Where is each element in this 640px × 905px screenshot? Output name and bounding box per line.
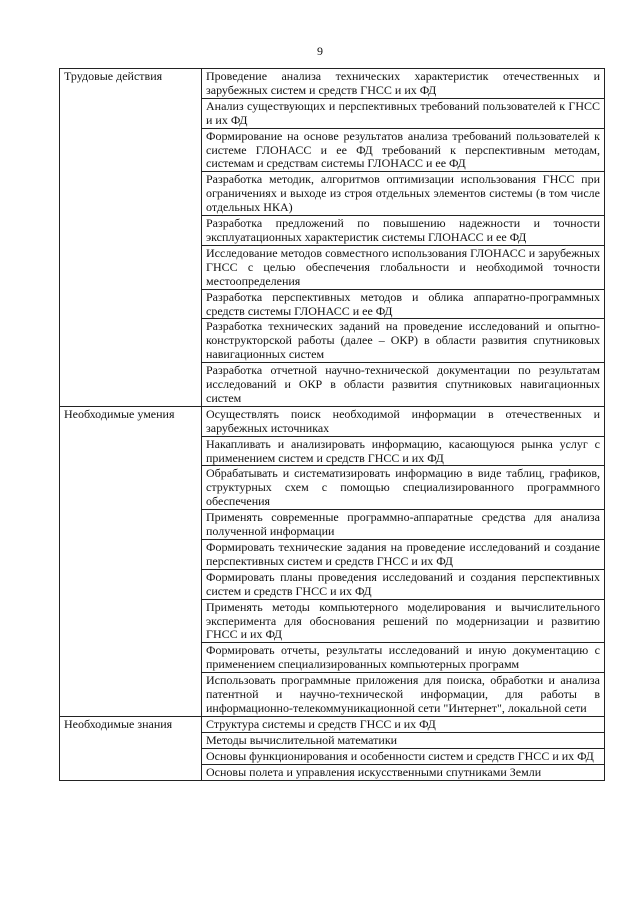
section-item: Основы функционирования и особенности систем и средств ГНСС и их ФД	[202, 748, 605, 764]
qualification-table	[59, 68, 605, 781]
section-label-required-skills: Необходимые умения	[60, 406, 202, 716]
section-item: Исследование методов совместного использования ГЛОНАСС и зарубежных ГНСС с целью обеспечения глобальности и необходимой точности местоопределения	[202, 245, 605, 289]
section-item: Разработка методик, алгоритмов оптимизации использования ГНСС при ограничениях и выходе из строя отдельных элементов системы (в том числе отдельных НКА)	[202, 172, 605, 216]
section-item: Структура системы и средств ГНСС и их ФД	[202, 716, 605, 732]
section-item: Проведение анализа технических характеристик отечественных и зарубежных систем и средств ГНСС и их ФД	[202, 69, 605, 99]
section-item: Применять методы компьютерного моделирования и вычислительного эксперимента для обоснования решений по модернизации и развитию ГНСС и их ФД	[202, 599, 605, 643]
section-item: Формировать технические задания на проведение исследований и создание перспективных систем и средств ГНСС и их ФД	[202, 540, 605, 570]
table-row	[60, 406, 605, 436]
section-item: Основы полета и управления искусственными спутниками Земли	[202, 764, 605, 780]
section-item: Использовать программные приложения для поиска, обработки и анализа патентной и научно-технической информации, для работы в информационно-телекоммуникационной сети "Интернет", локальной сети	[202, 673, 605, 717]
section-item: Разработка перспективных методов и облика аппаратно-программных средств системы ГЛОНАСС и ее ФД	[202, 289, 605, 319]
section-item: Разработка предложений по повышению надежности и точности эксплуатационных характеристик системы ГЛОНАСС и ее ФД	[202, 216, 605, 246]
section-item: Формировать планы проведения исследований и создания перспективных систем и средств ГНСС и их ФД	[202, 569, 605, 599]
section-item: Применять современные программно-аппаратные средства для анализа полученной информации	[202, 510, 605, 540]
section-item: Осуществлять поиск необходимой информации в отечественных и зарубежных источниках	[202, 406, 605, 436]
section-item: Анализ существующих и перспективных требований пользователей к ГНСС и их ФД	[202, 98, 605, 128]
section-item: Методы вычислительной математики	[202, 732, 605, 748]
section-item: Обрабатывать и систематизировать информацию в виде таблиц, графиков, структурных схем с помощью специализированного программного обеспечения	[202, 466, 605, 510]
section-item: Формировать отчеты, результаты исследований и иную документацию с применением специализированных компьютерных программ	[202, 643, 605, 673]
section-item: Разработка технических заданий на проведение исследований и опытно-конструкторской работы (далее – ОКР) в области развития спутниковых навигационных систем	[202, 319, 605, 363]
section-item: Разработка отчетной научно-технической документации по результатам исследований и ОКР в области развития спутниковых навигационных систем	[202, 363, 605, 407]
section-item: Накапливать и анализировать информацию, касающуюся рынка услуг с применением систем и средств ГНСС и их ФД	[202, 436, 605, 466]
section-item: Формирование на основе результатов анализа требований пользователей к системе ГЛОНАСС и ее ФД требований к перспективным методам, системам и средствам системы ГЛОНАСС и ее ФД	[202, 128, 605, 172]
page-number: 9	[317, 44, 323, 58]
table-row	[60, 716, 605, 732]
section-label-required-knowledge: Необходимые знания	[60, 716, 202, 780]
section-label-labor-actions: Трудовые действия	[60, 69, 202, 407]
table-row	[60, 69, 605, 99]
